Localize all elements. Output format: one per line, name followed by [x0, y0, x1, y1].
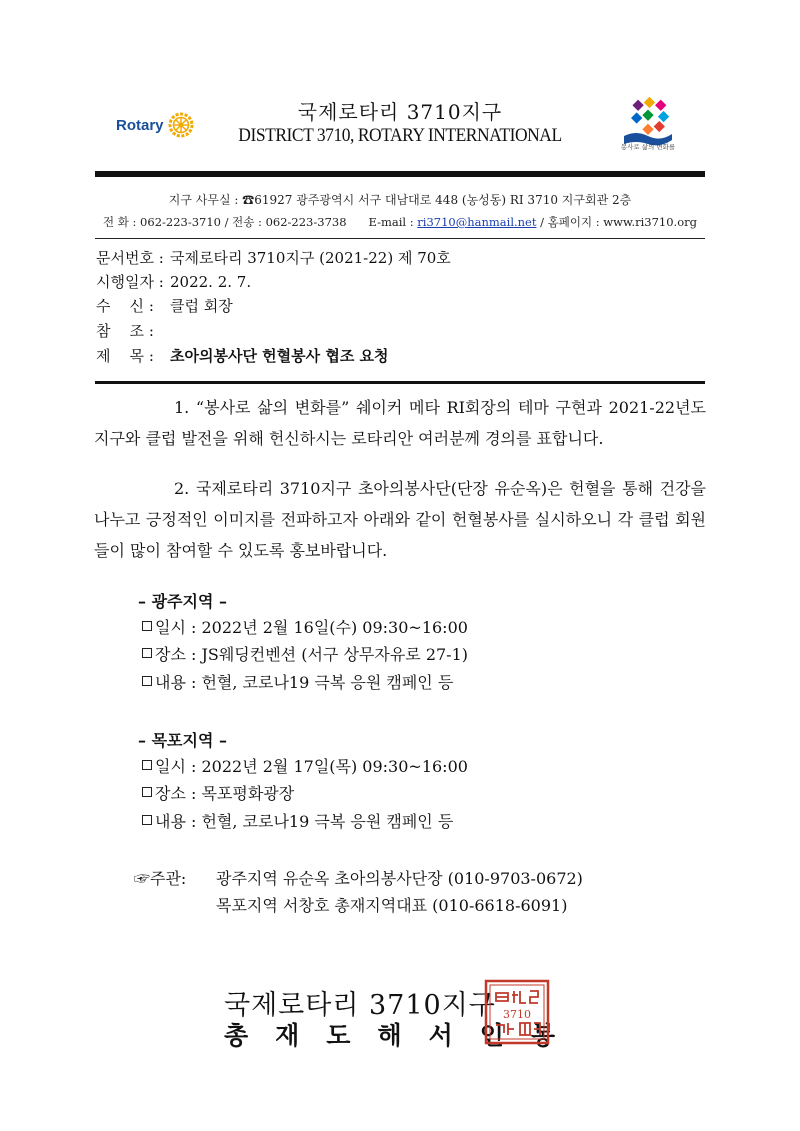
bullet-box-icon [142, 760, 152, 770]
bullet-box-icon [142, 787, 152, 797]
signature-organization: 국제로타리 3710지구 [224, 990, 496, 1021]
phone-fax: 전 화 : 062-223-3710 / 전송 : 062-223-3738 [103, 215, 347, 229]
list-item [142, 756, 468, 778]
doc-number-row [96, 247, 451, 269]
contact-line [0, 214, 800, 230]
header-divider [95, 171, 705, 177]
meta-key: 문서번호 : [96, 249, 169, 267]
subject-row [96, 345, 389, 367]
subject-value: 초아의봉사단 헌혈봉사 협조 요청 [170, 347, 389, 365]
bullet-box-icon [142, 815, 152, 825]
list-item-text: 장소 : JS웨딩컨벤션 (서구 상무자유로 27-1) [155, 645, 469, 664]
meta-value: 국제로타리 3710지구 (2021-22) 제 70호 [170, 249, 451, 267]
bullet-box-icon [142, 621, 152, 631]
list-item-text: 장소 : 목포평화광장 [155, 784, 295, 803]
paragraph-2: 2. 국제로타리 3710지구 초아의봉사단(단장 유순옥)은 헌혈을 통해 건강을 나누고 긍정적인 이미지를 전파하고자 아래와 같이 헌혈봉사를 실시하오니 각 클럽 회원들이 많이 참여할 수 있도록 홍보바랍니다. [94, 479, 706, 560]
district-title-korean: 국제로타리 3710지구 [297, 100, 503, 124]
district-title-english: DISTRICT 3710, ROTARY INTERNATIONAL [238, 125, 562, 146]
email-link[interactable]: ri3710@hanmail.net [417, 215, 537, 229]
list-item-text: 일시 : 2022년 2월 16일(수) 09:30~16:00 [155, 618, 468, 637]
list-item [142, 783, 294, 805]
meta-key: 수 신 : [96, 297, 159, 315]
host-gwangju: 광주지역 유순옥 초아의봉사단장 (010-9703-0672) [216, 869, 583, 888]
recipient-row [96, 295, 233, 317]
host-line-1 [134, 868, 583, 890]
homepage: / 홈페이지 : www.ri3710.org [536, 215, 697, 229]
address-divider [95, 238, 705, 239]
host-label: ☞주관: [134, 869, 187, 888]
list-item-text: 내용 : 헌혈, 코로나19 극복 응원 캠페인 등 [155, 673, 454, 692]
meta-key: 시행일자 : [96, 273, 169, 291]
official-seal [484, 979, 550, 1045]
bullet-box-icon [142, 676, 152, 686]
list-item [142, 811, 453, 833]
list-item [142, 617, 468, 639]
list-item-text: 내용 : 헌혈, 코로나19 극복 응원 캠페인 등 [155, 812, 454, 831]
meta-value: 2022. 2. 7. [170, 273, 252, 291]
theme-caption: 봉사로 삶의 변화를 [620, 143, 676, 151]
office-address: 지구 사무실 : ☎61927 광주광역시 서구 대남대로 448 (농성동) RI 3710 지구회관 2층 [168, 193, 632, 207]
meta-key: 제 목 : [96, 347, 159, 365]
paragraph-1: 1. “봉사로 삶의 변화를” 쉐이커 메타 RI회장의 테마 구현과 2021-22년도 지구와 클럽 발전을 위해 헌신하시는 로타리안 여러분께 경의를 표합니다. [94, 398, 706, 448]
list-item [142, 644, 468, 666]
svg-text:3710: 3710 [503, 1008, 531, 1021]
meta-value: 클럽 회장 [170, 297, 233, 315]
issue-date-row [96, 271, 251, 293]
section-heading-mokpo: – 목포지역 – [138, 731, 227, 750]
bullet-box-icon [142, 648, 152, 658]
list-item-text: 일시 : 2022년 2월 17일(목) 09:30~16:00 [155, 757, 468, 776]
rotary-wordmark: Rotary [116, 116, 164, 134]
reference-row [96, 320, 170, 342]
host-mokpo: 목포지역 서창호 총재지역대표 (010-6618-6091) [216, 896, 568, 915]
host-line-2 [216, 895, 567, 917]
list-item [142, 672, 453, 694]
email-label: E-mail : [368, 215, 418, 229]
meta-divider [95, 381, 705, 384]
signature-name: 총재도해서인봉 [224, 1021, 583, 1050]
meta-key: 참 조 : [96, 322, 159, 340]
section-heading-gwangju: – 광주지역 – [138, 592, 227, 611]
